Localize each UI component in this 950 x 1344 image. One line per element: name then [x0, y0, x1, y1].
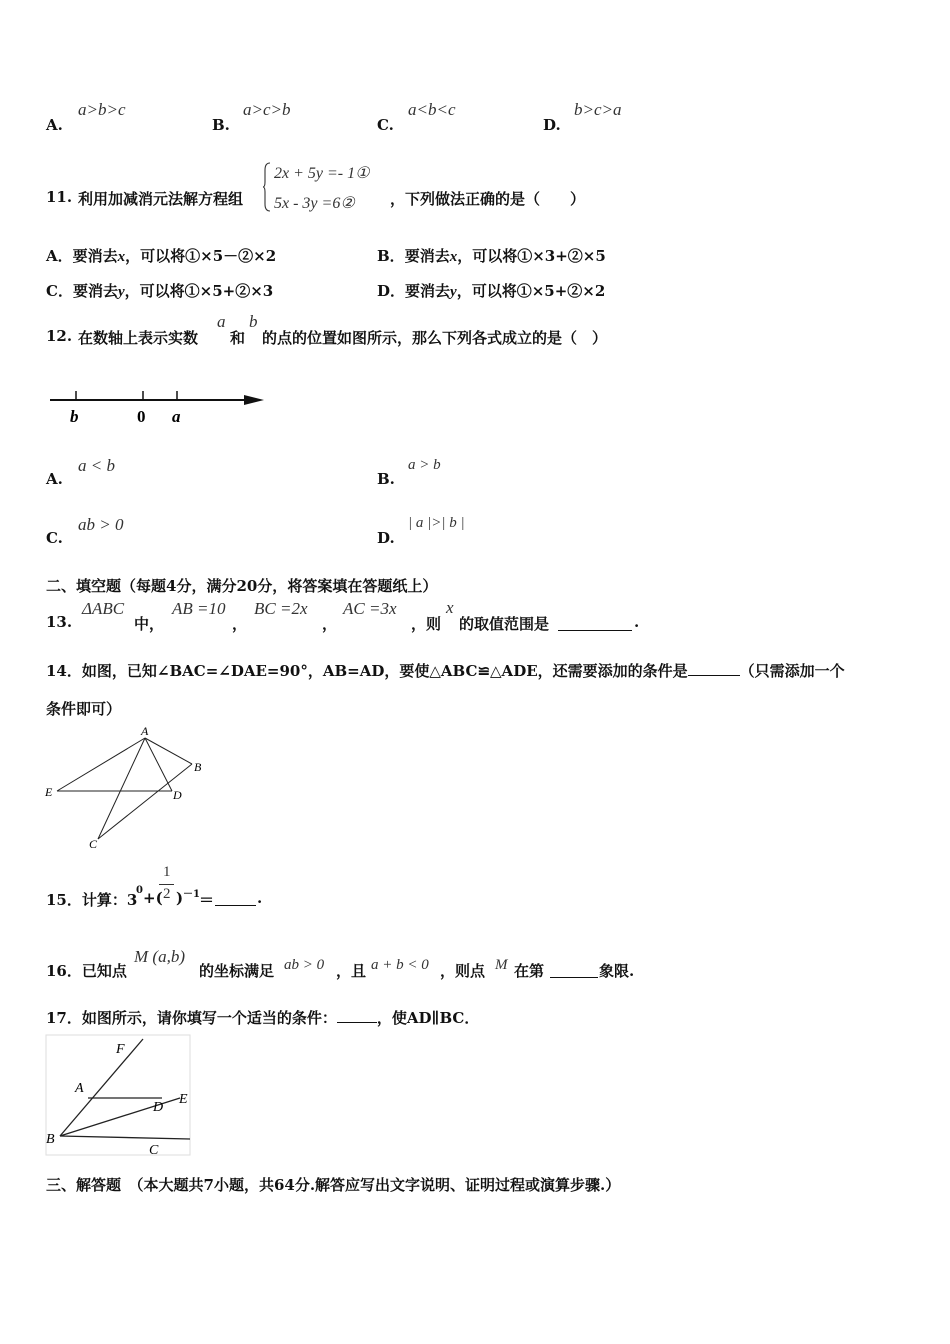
- q13: [0, 596, 950, 636]
- q10-option-c-expr: a<b<c: [408, 100, 456, 119]
- point-label-e: E: [179, 1092, 188, 1107]
- q11-option-b-var: x: [449, 249, 458, 265]
- point-label-d: D: [173, 788, 182, 802]
- q11-option-d-pre: 要消去: [405, 282, 451, 300]
- q15-denominator: 2: [163, 886, 171, 902]
- q17-parallel-figure: [42, 1033, 194, 1159]
- q17-stem: [46, 1007, 479, 1028]
- q15-plus: +(: [143, 889, 163, 907]
- q17-mid: ，使AD∥BC．: [376, 1009, 480, 1027]
- q12-option-a-label: A.: [46, 470, 63, 488]
- q13-answer-blank[interactable]: [558, 616, 632, 631]
- q10-option-c-label: C.: [377, 116, 394, 134]
- segment-ac: [98, 738, 145, 839]
- q11-option-a-pre: 要消去: [72, 247, 118, 265]
- q10-options: [0, 96, 950, 136]
- q13-number: 13.: [46, 613, 73, 631]
- q11-option-c: [46, 280, 273, 301]
- q13-zhong: 中，: [134, 615, 165, 633]
- q16-mid-1: 的坐标满足: [199, 962, 275, 980]
- axis-label-zero: 0: [137, 407, 146, 426]
- q11-option-a-label: A．: [46, 247, 73, 265]
- q11-number: 11.: [46, 188, 73, 206]
- q16-point: M (a,b): [134, 947, 185, 966]
- point-label-a: A: [75, 1081, 84, 1096]
- q11-option-a-post: ，可以将①×5－②×2: [125, 247, 277, 265]
- q16-prefix: 16．已知点: [46, 962, 127, 980]
- q11-equation-2: 5x - 3y =6②: [274, 195, 355, 212]
- q11-option-d: [377, 280, 605, 301]
- q12-options: [0, 455, 950, 545]
- q15-end: .: [257, 889, 263, 907]
- q11-option-d-label: D．: [377, 282, 406, 300]
- q12-option-d-label: D.: [377, 529, 395, 547]
- q10-option-a-label: A.: [46, 116, 63, 134]
- q13-triangle: ΔABC: [82, 599, 125, 618]
- q15: [0, 860, 950, 910]
- section-3-title: 三、解答题 （本大题共7小题，共64分.解答应写出文字说明、证明过程或演算步骤.）: [46, 1176, 621, 1194]
- q11-option-b-pre: 要消去: [404, 247, 450, 265]
- q10-option-a-expr: a>b>c: [78, 100, 126, 119]
- q10-option-b-label: B.: [212, 116, 230, 134]
- q15-answer-blank[interactable]: [215, 891, 256, 906]
- q14-answer-blank[interactable]: [688, 661, 740, 676]
- q12-option-c-expr: ab > 0: [78, 515, 124, 534]
- brace-icon: [263, 162, 271, 212]
- q13-bc: BC =2x: [254, 599, 308, 618]
- q12-option-d-expr: | a |>| b |: [408, 515, 465, 531]
- q13-comma-2: ，: [322, 615, 338, 633]
- point-label-c: C: [89, 837, 98, 851]
- q11-option-c-var: y: [117, 284, 125, 300]
- point-label-d: D: [153, 1100, 164, 1115]
- q14-line-1: [46, 660, 845, 681]
- number-line-arrow-icon: [244, 395, 264, 405]
- q15-prefix: 15．计算：3: [46, 891, 138, 909]
- q13-ab: AB =10: [172, 599, 226, 618]
- q13-x: x: [446, 598, 454, 617]
- q12-option-a-expr: a < b: [78, 456, 115, 475]
- q11-option-c-post: ，可以将①×5+②×3: [124, 282, 274, 300]
- point-label-c: C: [149, 1143, 159, 1158]
- section-2-title: 二、填空题（每题4分，满分20分，将答案填在答题纸上）: [46, 577, 438, 595]
- q12-number: 12.: [46, 327, 73, 345]
- q15-equals: ＝: [199, 891, 215, 909]
- q14-line-1-text: 14．如图，已知∠BAC=∠DAE=90°，AB=AD，要使△ABC≌△ADE，还需要添加的条件是: [46, 662, 688, 680]
- q16-mid-4: 在第: [514, 962, 545, 980]
- q15-fraction-bar: [159, 884, 174, 885]
- q13-comma-1: ，: [232, 615, 248, 633]
- q11-option-c-pre: 要消去: [72, 282, 118, 300]
- q11-option-a-var: x: [117, 249, 126, 265]
- q11-tail: ，下列做法正确的是（ ）: [390, 190, 586, 208]
- q11-brace: [263, 162, 271, 212]
- q16-m: M: [495, 957, 508, 973]
- q13-end: .: [634, 613, 640, 631]
- axis-label-b: b: [70, 407, 79, 426]
- point-label-a: A: [141, 724, 149, 738]
- q13-ac: AC =3x: [343, 599, 397, 618]
- q15-exponent: －1: [183, 889, 200, 900]
- q10-option-b-expr: a>c>b: [243, 100, 291, 119]
- q14-line-1-tail: （只需添加一个: [739, 662, 845, 680]
- q16-answer-blank[interactable]: [550, 963, 598, 978]
- q15-close: ): [176, 889, 184, 907]
- q12-option-b-label: B.: [377, 470, 395, 488]
- q11-option-d-post: ，可以将①×5+②×2: [456, 282, 606, 300]
- q11-stem-text: 利用加减消元法解方程组: [78, 190, 244, 208]
- q12-var-a: a: [217, 312, 226, 331]
- q17-prefix: 17．如图所示，请你填写一个适当的条件：: [46, 1009, 337, 1027]
- q10-option-d-label: D.: [543, 116, 561, 134]
- q16: [0, 945, 950, 985]
- q12-stem-text-1: 在数轴上表示实数: [78, 329, 199, 347]
- q16-condition-1: ab > 0: [284, 957, 325, 973]
- q13-tail: 的取值范围是: [459, 615, 550, 633]
- q12-stem: [0, 312, 950, 348]
- q11-equation-1: 2x + 5y =- 1①: [274, 165, 370, 182]
- point-label-b: B: [46, 1132, 55, 1147]
- q10-option-d-expr: b>c>a: [574, 100, 622, 119]
- q11-stem: [0, 160, 950, 220]
- q12-option-c-label: C.: [46, 529, 63, 547]
- q12-and: 和: [230, 329, 246, 347]
- q11-option-b-label: B．: [377, 247, 405, 265]
- axis-label-a: a: [172, 407, 181, 426]
- q16-mid-3: ，则点: [440, 962, 486, 980]
- q11-option-a: [46, 245, 276, 266]
- q17-answer-blank[interactable]: [337, 1008, 377, 1023]
- q11-option-d-var: y: [450, 284, 457, 300]
- point-label-f: F: [116, 1042, 125, 1057]
- q12-stem-text-2: 的点的位置如图所示，那么下列各式成立的是（ ）: [262, 329, 608, 347]
- segment-ae: [57, 738, 145, 791]
- point-label-b: B: [194, 760, 202, 774]
- q16-end: 象限.: [599, 962, 635, 980]
- q14-triangle-figure: [40, 722, 210, 854]
- number-line-figure: [44, 380, 274, 436]
- q11-option-c-label: C．: [46, 282, 73, 300]
- q15-exp-zero: 0: [136, 885, 143, 896]
- point-label-e: E: [45, 785, 53, 799]
- q11-option-b: [377, 245, 606, 266]
- q12-option-b-expr: a > b: [408, 457, 441, 473]
- line-bf: [60, 1039, 143, 1136]
- line-bc: [60, 1136, 190, 1139]
- q16-condition-2: a + b < 0: [371, 957, 429, 973]
- q12-var-b: b: [249, 312, 258, 331]
- q13-ze: ，则: [411, 615, 442, 633]
- q11-option-b-post: ，可以将①×3+②×5: [457, 247, 606, 265]
- q16-mid-2: ，且: [336, 962, 367, 980]
- q14-line-2: 条件即可）: [46, 700, 122, 718]
- q15-numerator: 1: [163, 864, 171, 880]
